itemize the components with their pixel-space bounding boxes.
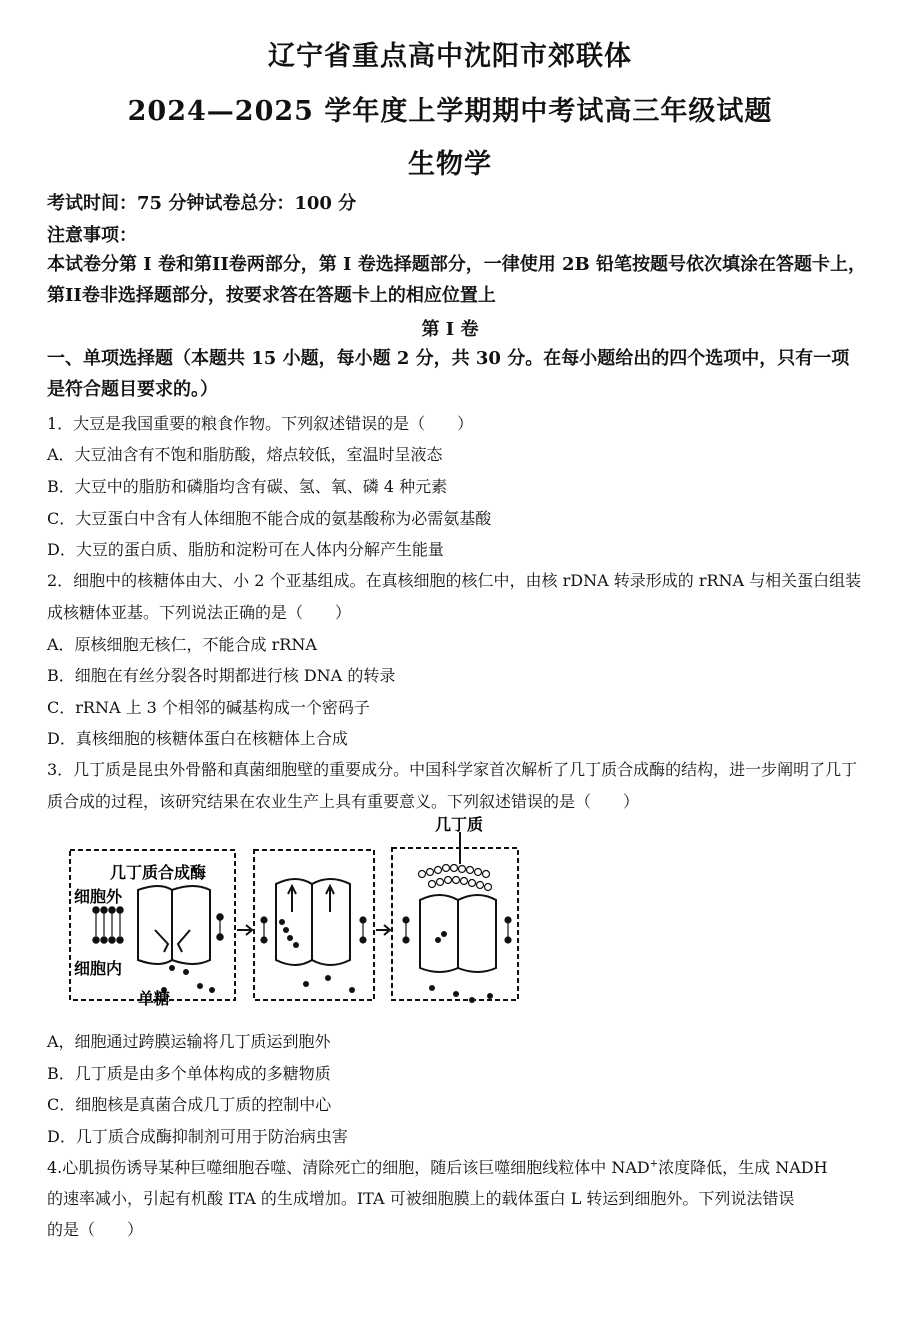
q4-stem-line1 [47,1155,828,1178]
q3-option-b: B．几丁质是由多个单体构成的多糖物质 [47,1064,331,1083]
q4-stem-sup: + [649,1158,659,1170]
q2-stem: 2．细胞中的核糖体由大、小 2 个亚基组成。在真核细胞的核仁中，由核 rDNA 转录形成的 rRNA 与相关蛋白组装成核糖体亚基。下列说法正确的是（ ） [47,571,862,622]
q1-option-d: D．大豆的蛋白质、脂肪和淀粉可在人体内分解产生能量 [47,540,444,559]
q4-stem-pre: 4.心肌损伤诱导某种巨噬细胞吞噬、清除死亡的细胞，随后该巨噬细胞线粒体中 NAD [47,1158,650,1177]
q1-option-a: A．大豆油含有不饱和脂肪酸，熔点较低，室温时呈液态 [47,445,443,464]
q2-option-a: A．原核细胞无核仁，不能合成 rRNA [47,635,317,654]
q3-stem: 3．几丁质是昆虫外骨骼和真菌细胞壁的重要成分。中国科学家首次解析了几丁质合成酶的结构，进一步阐明了几丁质合成的过程，该研究结果在农业生产上具有重要意义。下列叙述错误的是（ ） [47,760,858,811]
q1-option-b: B．大豆中的脂肪和磷脂均含有碳、氢、氧、磷 4 种元素 [47,477,448,496]
label-chitin-synthase: 几丁质合成酶 [110,863,207,882]
notice-text: 本试卷分第 I 卷和第II卷两部分，第 I 卷选择题部分，一律使用 2B 铅笔按题号依次填涂在答题卡上，第II卷非选择题部分，按要求答在答题卡上的相应位置上 [47,254,867,306]
exam-title-line2: 2024—2025 学年度上学期期中考试高三年级试题 [127,96,773,127]
q1-stem: 1．大豆是我国重要的粮食作物。下列叙述错误的是（ ） [47,414,474,433]
part1-label: 第 I 卷 [421,319,479,340]
label-monosaccharide: 单糖 [138,989,171,1008]
label-chitin: 几丁质 [435,815,484,834]
q3-option-a: A，细胞通过跨膜运输将几丁质运到胞外 [47,1032,331,1051]
notice-label: 注意事项： [47,225,137,246]
q4-stem-post: 浓度降低，生成 NADH [658,1158,828,1177]
q4-stem-line3: 的是（ ） [47,1220,144,1239]
q2-option-d: D．真核细胞的核糖体蛋白在核糖体上合成 [47,729,348,748]
section-title: 一、单项选择题（本题共 15 小题，每小题 2 分，共 30 分。在每小题给出的四个选项中，只有一项是符合题目要求的。） [47,348,850,400]
subject-title: 生物学 [408,149,492,180]
q3-option-c: C．细胞核是真菌合成几丁质的控制中心 [47,1095,332,1114]
q4-stem-line2: 的速率减小，引起有机酸 ITA 的生成增加。ITA 可被细胞膜上的载体蛋白 L 转运到细胞外。下列说法错误 [47,1189,795,1208]
q2-option-c: C．rRNA 上 3 个相邻的碱基构成一个密码子 [47,698,370,717]
label-inside-cell: 细胞内 [74,959,123,978]
exam-title-line1: 辽宁省重点高中沈阳市郊联体 [268,41,632,72]
label-outside-cell: 细胞外 [74,887,123,906]
q1-option-c: C．大豆蛋白中含有人体细胞不能合成的氨基酸称为必需氨基酸 [47,509,492,528]
exam-time-score: 考试时间：75 分钟试卷总分：100 分 [47,193,357,214]
chitin-synthase-figure [60,812,530,1017]
q3-option-d: D．几丁质合成酶抑制剂可用于防治病虫害 [47,1127,348,1146]
q2-option-b: B．细胞在有丝分裂各时期都进行核 DNA 的转录 [47,666,396,685]
